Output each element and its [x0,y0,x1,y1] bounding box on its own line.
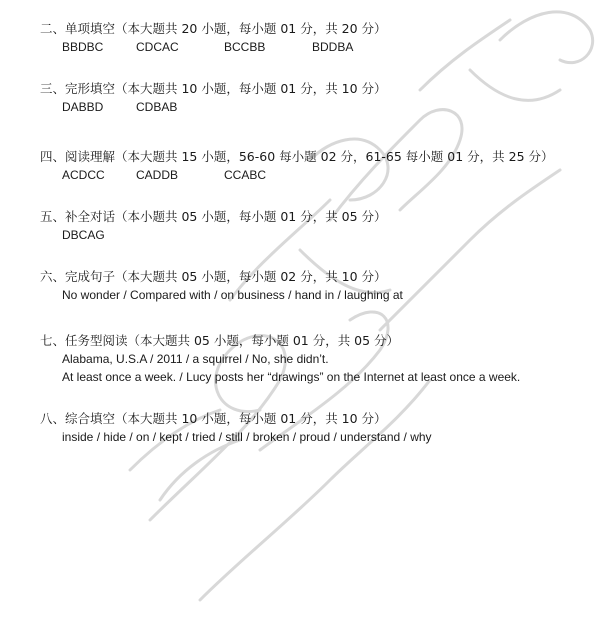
answer-group: CDCAC [136,40,179,54]
section-sentence-completion [40,268,403,304]
answer-row [40,166,554,184]
section-heading: 五、补全对话（本小题共 05 小题，每小题 01 分，共 05 分） [40,209,387,224]
answer-group: ACDCC [62,168,105,182]
answer-group: BBDBC [62,40,104,54]
section-heading: 三、完形填空（本大题共 10 小题，每小题 01 分，共 10 分） [40,81,387,96]
answer-group: BCCBB [224,40,266,54]
section-comprehensive-fill [40,410,432,446]
section-heading: 二、单项填空（本大题共 20 小题，每小题 01 分，共 20 分） [40,21,387,36]
answer-group: CDBAB [136,100,178,114]
answer-line: No wonder / Compared with / on business / hand in / laughing at [62,288,403,302]
section-reading [40,148,554,184]
section-heading: 六、完成句子（本大题共 05 小题，每小题 02 分，共 10 分） [40,269,387,284]
section-heading: 八、综合填空（本大题共 10 小题，每小题 01 分，共 10 分） [40,411,387,426]
answer-line: At least once a week. / Lucy posts her “drawings” on the Internet at least once a week. [62,370,521,384]
section-task-reading [40,332,520,386]
answer-row [40,98,387,116]
section-cloze [40,80,387,116]
section-single-choice [40,20,387,56]
answer-group: CCABC [224,168,267,182]
answer-group: CADDB [136,168,179,182]
answer-line: inside / hide / on / kept / tried / still / broken / proud / understand / why [62,430,432,444]
section-heading: 七、任务型阅读（本大题共 05 小题，每小题 01 分，共 05 分） [40,333,400,348]
answer-group: BDDBA [312,40,354,54]
answer-group: DBCAG [62,228,105,242]
section-dialogue [40,208,387,244]
section-heading: 四、阅读理解（本大题共 15 小题，56-60 每小题 02 分，61-65 每小题 01 分，共 25 分） [40,149,554,164]
answer-row [40,226,387,244]
answer-line: Alabama, U.S.A / 2011 / a squirrel / No, she didn’t. [62,352,329,366]
answer-row [40,38,387,56]
answer-group: DABBD [62,100,104,114]
